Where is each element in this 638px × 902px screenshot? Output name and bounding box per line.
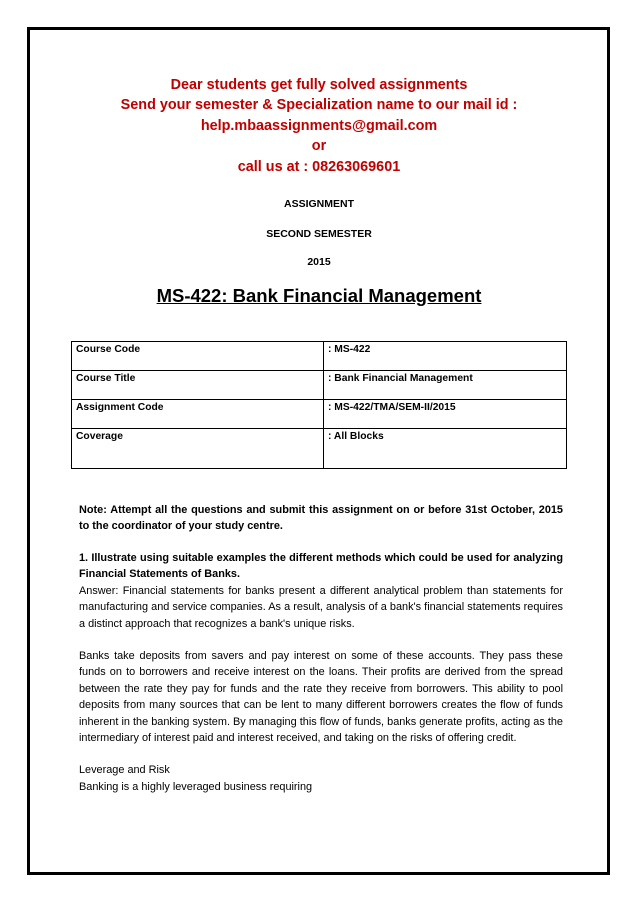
- table-row: [72, 429, 567, 469]
- promo-or: or: [311, 138, 327, 155]
- table-row: [72, 371, 567, 400]
- section-subheading: Leverage and Risk: [79, 764, 170, 777]
- promo-phone: call us at : 08263069601: [237, 158, 401, 175]
- table-cell-value: : Bank Financial Management: [324, 371, 567, 400]
- table-cell-label: Course Code: [72, 342, 324, 371]
- answer-paragraph-1: Answer: Financial statements for banks present a different analytical problem than statements for manufacturing and service companies. As a result, analysis of a bank's financial statements requires a distinct approach that recognizes a bank's unique risks.: [79, 584, 563, 630]
- semester-label: SECOND SEMESTER: [266, 228, 372, 240]
- promo-line-2: Send your semester & Specialization name to our mail id :: [120, 97, 518, 114]
- course-info-table: [71, 341, 567, 469]
- answer-paragraph-2: Banks take deposits from savers and pay interest on some of these accounts. They pass these funds on to borrowers and receive interest on the loans. Their profits are derived from the spread between the rate they pay for funds and the rate they receive from borrowers. This ability to pool deposits from many sources that can be lent to many different borrowers creates the flow of funds inherent in the banking system. By managing this flow of funds, banks generate profits, acting as the intermediary of interest paid and interest received, and taking on the risks of offering credit.: [79, 650, 563, 745]
- question-1-block: [79, 550, 563, 795]
- answer-paragraph-3: Banking is a highly leveraged business requiring: [79, 780, 313, 793]
- table-cell-value: : All Blocks: [324, 429, 567, 469]
- table-row: [72, 400, 567, 429]
- table-cell-label: Coverage: [72, 429, 324, 469]
- table-cell-label: Course Title: [72, 371, 324, 400]
- question-1-text: 1. Illustrate using suitable examples the different methods which could be used for analyzing Financial Statements of Banks.: [79, 552, 563, 581]
- table-row: [72, 342, 567, 371]
- assignment-label: ASSIGNMENT: [283, 198, 354, 210]
- table-cell-value: : MS-422: [324, 342, 567, 371]
- table-cell-label: Assignment Code: [72, 400, 324, 429]
- submission-note: Note: Attempt all the questions and submit this assignment on or before 31st October, 2015 to the coordinator of your study centre.: [79, 504, 563, 533]
- promo-banner: [0, 75, 638, 177]
- page-title: MS-422: Bank Financial Management: [156, 285, 482, 306]
- promo-line-1: Dear students get fully solved assignments: [170, 77, 468, 93]
- promo-email: help.mbaassignments@gmail.com: [200, 117, 438, 134]
- year-label: 2015: [307, 256, 331, 268]
- table-cell-value: : MS-422/TMA/SEM-II/2015: [324, 400, 567, 429]
